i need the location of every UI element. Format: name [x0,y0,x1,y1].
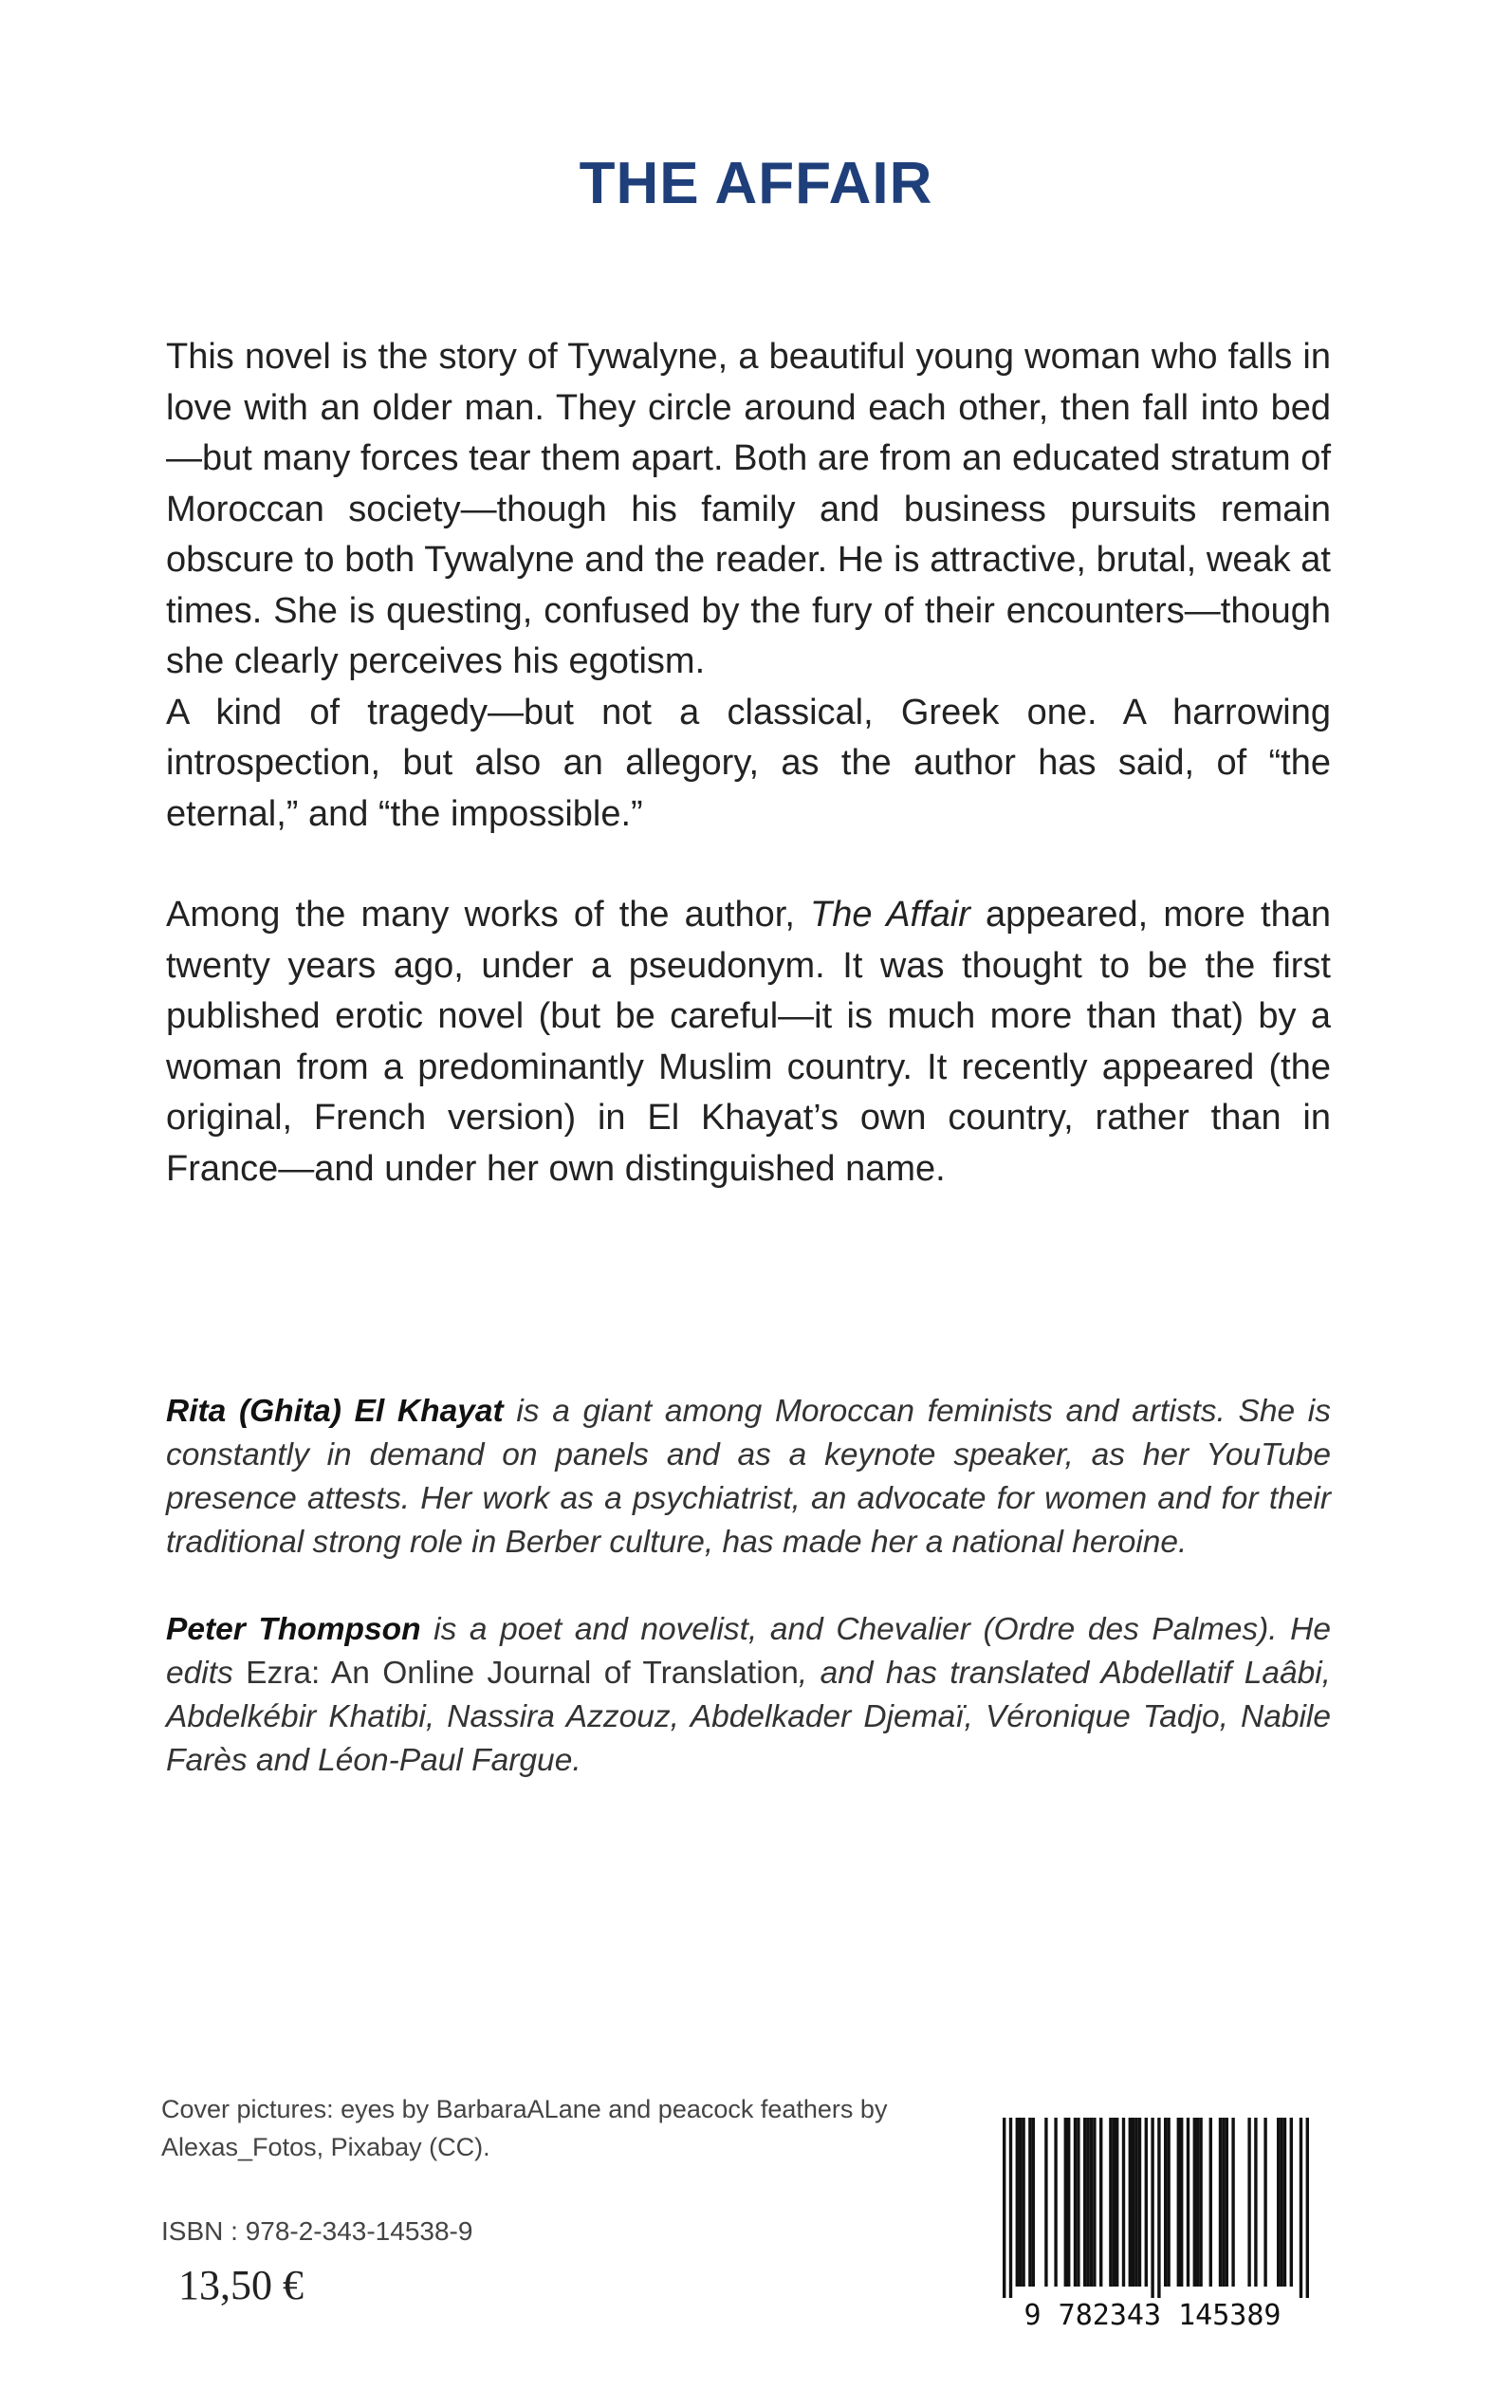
barcode-bar [1009,2118,1012,2298]
book-title: THE AFFAIR [579,151,933,216]
barcode-bar [1122,2118,1125,2287]
barcode-bar [1054,2118,1057,2287]
barcode-bar [1113,2118,1116,2287]
barcode-bar [1157,2118,1160,2298]
blurb-p3-start: Among the many works of the author, [166,895,811,935]
barcode-digits: 9 782343 145389 [1023,2299,1282,2332]
barcode-bar [1145,2118,1148,2287]
barcode-bar [1116,2118,1118,2287]
cover-credits: Cover pictures: eyes by BarbaraALane and peacock feathers by Alexas_Fotos, Pixabay (CC). [161,2095,888,2161]
blurb-p3-end: appeared, more than twenty years ago, under a pseudonym. It was thought to be the first published erotic novel (but be careful—it is much more than that) by a woman from a predominantly Muslim country. It recently appeared (the original, French version) in El Khayat’s own country, rather than in France—and under her own distinguished name. [166,895,1331,1189]
barcode-bar [1093,2118,1096,2287]
barcode-bar [1086,2118,1089,2287]
barcode-bar [1099,2118,1102,2287]
translator-name: Peter Thompson [166,1612,421,1647]
barcode-bar [1300,2118,1302,2298]
barcode-bar [1074,2118,1077,2287]
barcode-bar [1016,2118,1019,2287]
barcode-bar [1193,2118,1196,2287]
barcode-bar [1109,2118,1112,2287]
author-bio-text: is a giant among Moroccan feminists and artists. She is constantly in demand on panels and as a keynote speaker, as her YouTube presence attests. Her work as a psychiatrist, an advocate for women and for their traditional strong role in Berber culture, has made her a national heroine. [166,1394,1331,1560]
barcode-bar [1132,2118,1134,2287]
barcode-bar [1129,2118,1132,2287]
barcode-bar [1077,2118,1079,2287]
barcode-bar [1167,2118,1170,2287]
barcode-bar [1222,2118,1225,2287]
barcode-bar [1138,2118,1141,2287]
barcode-graphic [982,2114,1323,2332]
author-bio [166,1390,1331,1565]
blurb-paragraph-3 [166,890,1331,1195]
translator-bio-text-1: is a poet and novelist, and Chevalier (Ordre des Palmes). He edits [166,1612,1331,1691]
barcode-bar [1254,2118,1257,2287]
barcode-bar [1231,2118,1234,2287]
barcode-bar [1151,2118,1153,2298]
barcode-bar [1290,2118,1293,2287]
barcode [982,2114,1323,2332]
barcode-bar [1277,2118,1280,2287]
barcode-bar [1032,2118,1035,2287]
blurb-paragraph-1: This novel is the story of Tywalyne, a beautiful young woman who falls in love with an older man. They circle around each other, then fall into bed—but many forces tear them apart. Both are from an educated stratum of Moroccan society—though his family and business pursuits remain obscure to both Tywalyne and the reader. He is attractive, brutal, weak at times. She is questing, confused by the fury of their encounters—though she clearly perceives his egotism. [166,337,1331,681]
barcode-bar [1280,2118,1282,2287]
barcode-bar [1028,2118,1031,2287]
barcode-bar [1180,2118,1183,2287]
barcode-bar [1003,2118,1005,2298]
barcode-bar [1083,2118,1086,2287]
isbn: ISBN : 978-2-343-14538-9 [161,2216,473,2246]
barcode-bar [1306,2118,1309,2298]
barcode-bar [1196,2118,1199,2287]
barcode-bar [1283,2118,1286,2287]
barcode-bar [1044,2118,1047,2287]
barcode-bar [1226,2118,1228,2287]
barcode-bar [1090,2118,1093,2287]
bios-section [166,1390,1331,1783]
barcode-bar [1263,2118,1266,2287]
barcode-bar [1022,2118,1024,2287]
price: 13,50 € [178,2262,304,2308]
barcode-bar [1187,2118,1189,2287]
barcode-bar [1067,2118,1070,2287]
blurb-paragraph-2: A kind of tragedy—but not a classical, Greek one. A harrowing introspection, but also an allegory, as the author has said, of “the eternal,” and “the impossible.” [166,692,1331,834]
barcode-bar [1019,2118,1022,2287]
journal-name: Ezra: An Online Journal of Translation [246,1656,799,1691]
barcode-bar [1219,2118,1222,2287]
barcode-bar [1064,2118,1067,2287]
barcode-bar [1199,2118,1202,2287]
book-blurb [166,332,1331,1195]
barcode-bar [1134,2118,1137,2287]
blurb-book-title-italic: The Affair [810,895,970,935]
barcode-bar [1209,2118,1212,2287]
barcode-bar [1177,2118,1180,2287]
barcode-bar [1247,2118,1250,2287]
translator-bio-text-2: , and has translated Abdellatif Laâbi, Abdelkébir Khatibi, Nassira Azzouz, Abdelkader Djemaï, Véronique Tadjo, Nabile Farès and Léon-Paul Fargue. [166,1656,1331,1778]
author-name: Rita (Ghita) El Khayat [166,1394,504,1429]
translator-bio [166,1608,1331,1783]
barcode-bar [1164,2118,1167,2287]
